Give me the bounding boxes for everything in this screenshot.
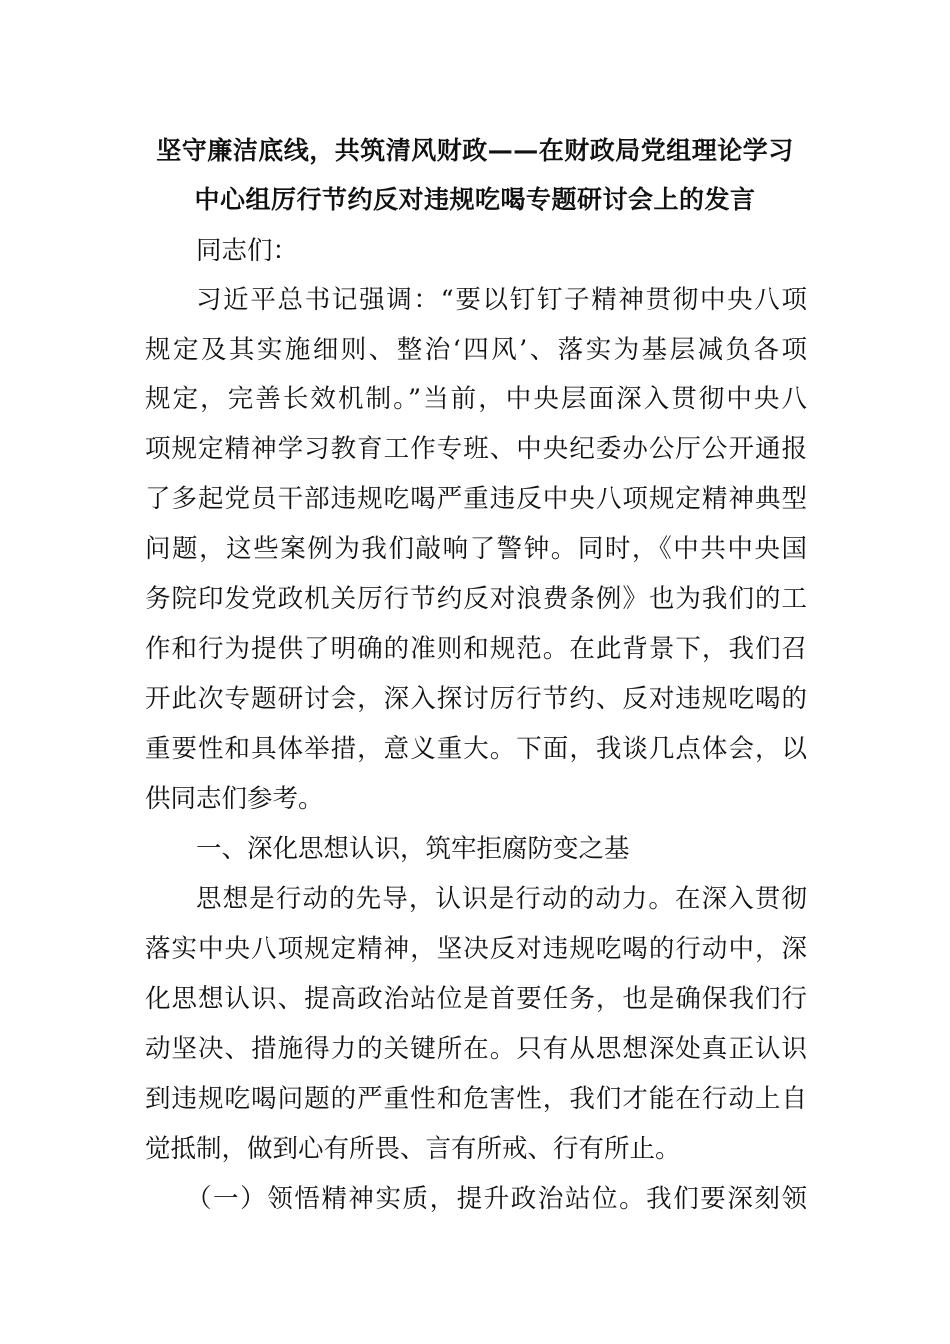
paragraph-2-line: 思想是行动的先导，认识是行动的动力。在深入贯彻 [196,884,807,914]
paragraph-1-line: 务院印发党政机关厉行节约反对浪费条例》也为我们的工 [145,584,807,614]
paragraph-1-line: 供同志们参考。 [145,784,324,814]
paragraph-2-line: 到违规吃喝问题的严重性和危害性，我们才能在行动上自 [145,1084,807,1114]
greeting: 同志们： [196,236,299,266]
paragraph-1-line: 了多起党员干部违规吃喝严重违反中央八项规定精神典型 [145,484,807,514]
paragraph-1-line: 规定及其实施细则、整治‘四风’、落实为基层减负各项 [145,335,807,365]
paragraph-1-line: 作和行为提供了明确的准则和规范。在此背景下，我们召 [145,634,807,664]
paragraph-2-line: 动坚决、措施得力的关键所在。只有从思想深处真正认识 [145,1034,807,1064]
document-title-line-1: 坚守廉洁底线，共筑清风财政——在财政局党组理论学习 [156,136,794,165]
paragraph-1-line: 重要性和具体举措，意义重大。下面，我谈几点体会，以 [145,734,807,764]
paragraph-2-line: 化思想认识、提高政治站位是首要任务，也是确保我们行 [145,984,807,1014]
subsection-1-line: （一）领悟精神实质，提升政治站位。我们要深刻领 [186,1184,807,1214]
paragraph-1-line: 项规定精神学习教育工作专班、中央纪委办公厅公开通报 [145,434,807,464]
paragraph-1-line: 问题，这些案例为我们敲响了警钟。同时，《中共中央国 [145,534,807,564]
paragraph-2-line: 觉抵制，做到心有所畏、言有所戒、行有所止。 [145,1134,681,1164]
paragraph-1-line: 习近平总书记强调：“要以钉钉子精神贯彻中央八项 [196,285,807,315]
document-title-line-2: 中心组厉行节约反对违规吃喝专题研讨会上的发言 [194,185,756,214]
paragraph-2-line: 落实中央八项规定精神，坚决反对违规吃喝的行动中，深 [145,934,807,964]
paragraph-1-line: 开此次专题研讨会，深入探讨厉行节约、反对违规吃喝的 [145,684,807,714]
section-1-heading: 一、深化思想认识，筑牢拒腐防变之基 [196,834,630,864]
paragraph-1-line: 规定，完善长效机制。”当前，中央层面深入贯彻中央八 [145,384,807,414]
